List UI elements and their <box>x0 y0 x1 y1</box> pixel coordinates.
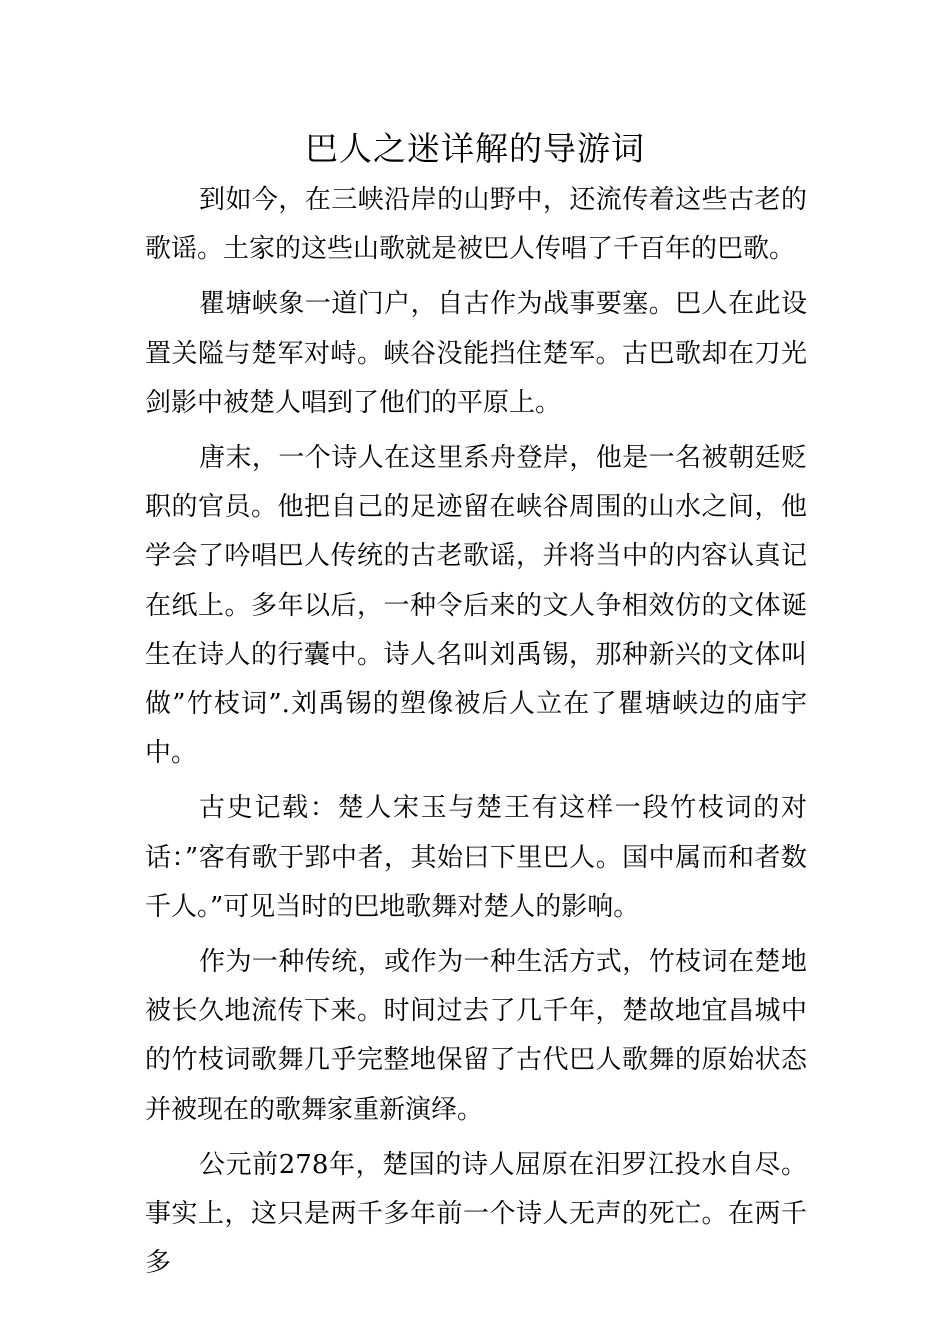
paragraph: 唐末，一个诗人在这里系舟登岸，他是一名被朝廷贬职的官员。他把自己的足迹留在峡谷周围的山水之间，他学会了吟唱巴人传统的古老歌谣，并将当中的内容认真记在纸上。多年以后，一种令后来的文人争相效仿的文体诞生在诗人的行囊中。诗人名叫刘禹锡，那种新兴的文体叫做”竹枝词”.刘禹锡的塑像被后人立在了瞿塘峡边的庙宇中。 <box>145 443 807 769</box>
paragraph: 作为一种传统，或作为一种生活方式，竹枝词在楚地被长久地流传下来。时间过去了几千年，楚故地宜昌城中的竹枝词歌舞几乎完整地保留了古代巴人歌舞的原始状态并被现在的歌舞家重新演绎。 <box>145 947 807 1125</box>
document-body <box>145 176 807 1288</box>
paragraph: 古史记载：楚人宋玉与楚王有这样一段竹枝词的对话：”客有歌于郢中者，其始曰下里巴人。国中属而和者数千人。”可见当时的巴地歌舞对楚人的影响。 <box>145 793 807 922</box>
paragraph: 瞿塘峡象一道门户，自古作为战事要塞。巴人在此设置关隘与楚军对峙。峡谷没能挡住楚军。古巴歌却在刀光剑影中被楚人唱到了他们的平原上。 <box>145 289 807 418</box>
document-title: 巴人之迷详解的导游词 <box>305 129 645 168</box>
paragraph: 公元前278年，楚国的诗人屈原在汨罗江投水自尽。事实上，这只是两千多年前一个诗人无声的死亡。在两千多 <box>145 1149 807 1279</box>
paragraph: 到如今，在三峡沿岸的山野中，还流传着这些古老的歌谣。土家的这些山歌就是被巴人传唱了千百年的巴歌。 <box>145 185 807 265</box>
